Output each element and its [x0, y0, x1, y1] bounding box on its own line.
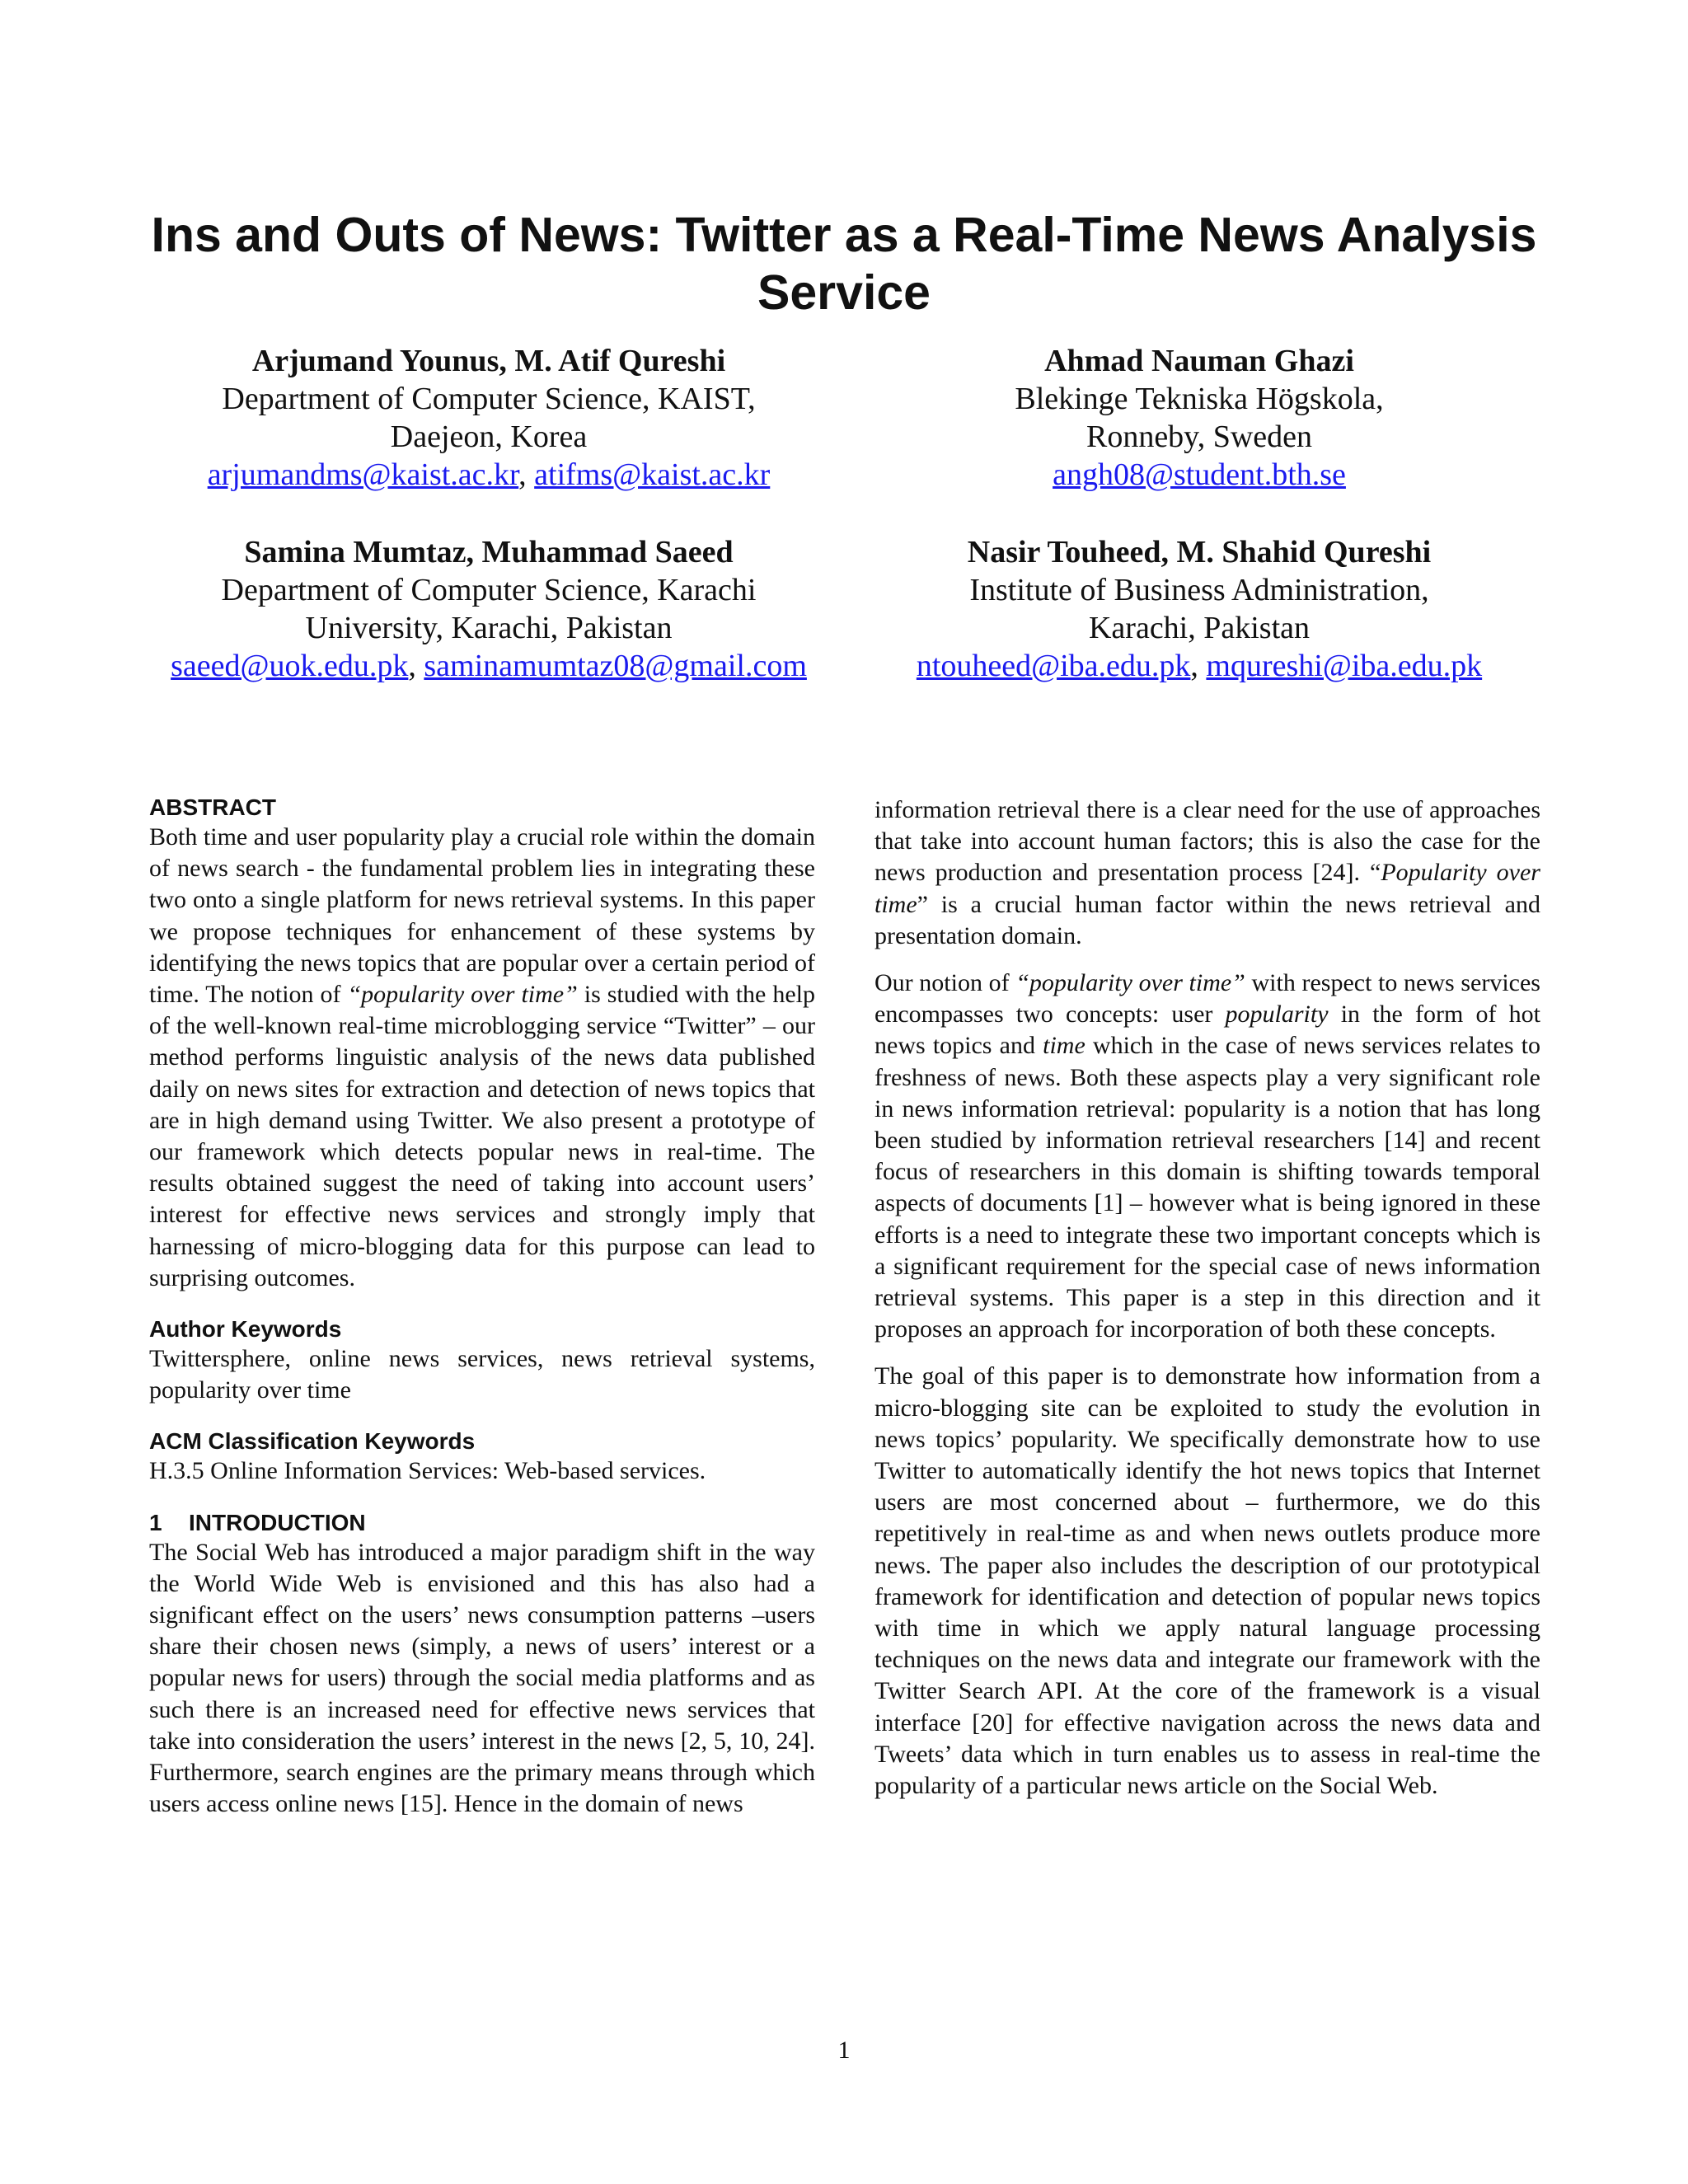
author-emails [837, 647, 1562, 685]
paragraph-emphasis: time [1043, 1032, 1085, 1060]
email-separator: , [408, 649, 424, 683]
email-separator: , [1190, 649, 1207, 683]
paragraph-text: ” is a crucial human factor within the news retrieval and presentation domain. [874, 890, 1540, 949]
paragraph-text: in the form of hot news topics and [874, 1001, 1540, 1060]
right-column [874, 794, 1540, 1802]
acm-keywords-heading: ACM Classification Keywords [149, 1428, 476, 1455]
abstract-text-part: is studied with the help of the well-known real-time microblogging service “Twitter” – our method performs linguistic analysis of the news data published daily on news sites for extraction and detection of news topics that are in high demand using Twitter. We also present a prototype of our framework which detects popular news in real-time. The results obtained suggest the need of taking into account users’ interest for effective news services and strongly imply that harnessing of micro-blogging data for this purpose can lead to surprising outcomes. [149, 981, 815, 1291]
author-block-1 [126, 342, 851, 494]
paragraph-text: which in the case of news services relates to freshness of news. Both these aspects play a very significant role in news information retrieval: popularity is a notion that has long been studied by information retrieval researchers [14] and recent focus of researchers in this domain is shifting towards temporal aspects of documents [1] – however what is being ignored in these efforts is a need to integrate these two important concepts which is a significant requirement for the special case of news information retrieval systems. This paper is a step in this direction and it proposes an approach for incorporation of both these concepts. [874, 1032, 1540, 1343]
author-affiliation: University, Karachi, Pakistan [305, 611, 673, 645]
author-block-3 [126, 533, 851, 685]
author-names: Samina Mumtaz, Muhammad Saeed [244, 535, 734, 569]
email-link[interactable]: arjumandms@kaist.ac.kr [207, 457, 519, 492]
abstract-heading: ABSTRACT [149, 794, 276, 820]
author-block-2 [837, 342, 1562, 494]
email-link[interactable]: saeed@uok.edu.pk [171, 649, 409, 683]
acm-keywords-text: H.3.5 Online Information Services: Web-based services. [149, 1457, 706, 1485]
email-separator: , [518, 457, 535, 492]
email-link[interactable]: angh08@student.bth.se [1053, 457, 1346, 492]
intro-paragraph-2 [874, 968, 1540, 1345]
abstract-emphasis: “popularity over time” [347, 981, 578, 1009]
email-link[interactable]: mqureshi@iba.edu.pk [1206, 649, 1483, 683]
author-affiliation: Ronneby, Sweden [1085, 419, 1313, 454]
left-column [149, 794, 815, 1820]
paragraph-emphasis: popularity [1225, 1001, 1329, 1029]
email-link[interactable]: saminamumtaz08@gmail.com [424, 649, 807, 683]
email-link[interactable]: ntouheed@iba.edu.pk [916, 649, 1191, 683]
author-emails [837, 456, 1562, 494]
introduction-heading [149, 1509, 815, 1537]
author-affiliation: Blekinge Tekniska Högskola, [1015, 382, 1384, 416]
author-affiliation: Daejeon, Korea [390, 419, 588, 454]
author-emails [126, 647, 851, 685]
page-number: 1 [837, 2036, 851, 2064]
author-block-4 [837, 533, 1562, 685]
intro-paragraph-3: The goal of this paper is to demonstrate how information from a micro-blogging site can be exploited to study the evolution in news topics’ popularity. We specifically demonstrate how to use Twitter to automatically identify the hot news topics that Internet users are most concerned about – furthermore, we do this repetitively in real-time as and when news outlets produce more news. The paper also includes the description of our prototypical framework for identification and detection of popular news topics with time in which we apply natural language processing techniques on the news data and integrate our framework with the Twitter Search API. At the core of the framework is a visual interface [20] for effective navigation across the news data and Tweets’ data which in turn enables us to assess in real-time the popularity of a particular news article on the Social Web. [874, 1362, 1540, 1800]
paragraph-gap [874, 952, 1540, 968]
author-names: Nasir Touheed, M. Shahid Qureshi [967, 535, 1432, 569]
author-affiliation: Department of Computer Science, KAIST, [222, 382, 756, 416]
paragraph-emphasis: “popularity over time” [1015, 969, 1245, 997]
email-link[interactable]: atifms@kaist.ac.kr [534, 457, 771, 492]
author-names: Ahmad Nauman Ghazi [1044, 344, 1354, 378]
paragraph-gap [874, 1345, 1540, 1361]
section-title: INTRODUCTION [189, 1509, 366, 1535]
author-affiliation: Department of Computer Science, Karachi [221, 573, 757, 607]
author-keywords-text: Twittersphere, online news services, news retrieval systems, popularity over time [149, 1345, 815, 1404]
paragraph-emphasis: Popularity over time [874, 859, 1540, 918]
abstract-text-part: Both time and user popularity play a crucial role within the domain of news search - the fundamental problem lies in integrating these two onto a single platform for news retrieval systems. In this paper we propose techniques for enhancement of these systems by identifying the news topics that are popular over a certain period of time. The notion of [149, 823, 815, 1009]
author-emails [126, 456, 851, 494]
paragraph-text: information retrieval there is a clear need for the use of approaches that take into account human factors; this is also the case for the news production and presentation process [24]. “ [874, 796, 1540, 887]
author-affiliation: Institute of Business Administration, [969, 573, 1429, 607]
paragraph-text: Our notion of [874, 969, 1016, 997]
abstract-text [149, 822, 815, 1294]
introduction-text: The Social Web has introduced a major paradigm shift in the way the World Wide Web is envisioned and this has also had a significant effect on the users’ news consumption patterns –users share their chosen news (simply, a news of users’ interest or a popular news for users) through the social media platforms and as such there is an increased need for effective news services that take into consideration the users’ interest in the news [2, 5, 10, 24]. Furthermore, search engines are the primary means through which users access online news [15]. Hence in the domain of news [149, 1538, 815, 1818]
intro-paragraph-1 [874, 794, 1540, 952]
paper-title: Ins and Outs of News: Twitter as a Real-Time News Analysis Service [151, 208, 1537, 320]
author-affiliation: Karachi, Pakistan [1088, 611, 1311, 645]
author-keywords-heading: Author Keywords [149, 1316, 342, 1343]
author-names: Arjumand Younus, M. Atif Qureshi [251, 344, 726, 378]
section-number: 1 [149, 1509, 162, 1535]
paragraph-text: with respect to news services encompasses two concepts: user [874, 969, 1540, 1029]
